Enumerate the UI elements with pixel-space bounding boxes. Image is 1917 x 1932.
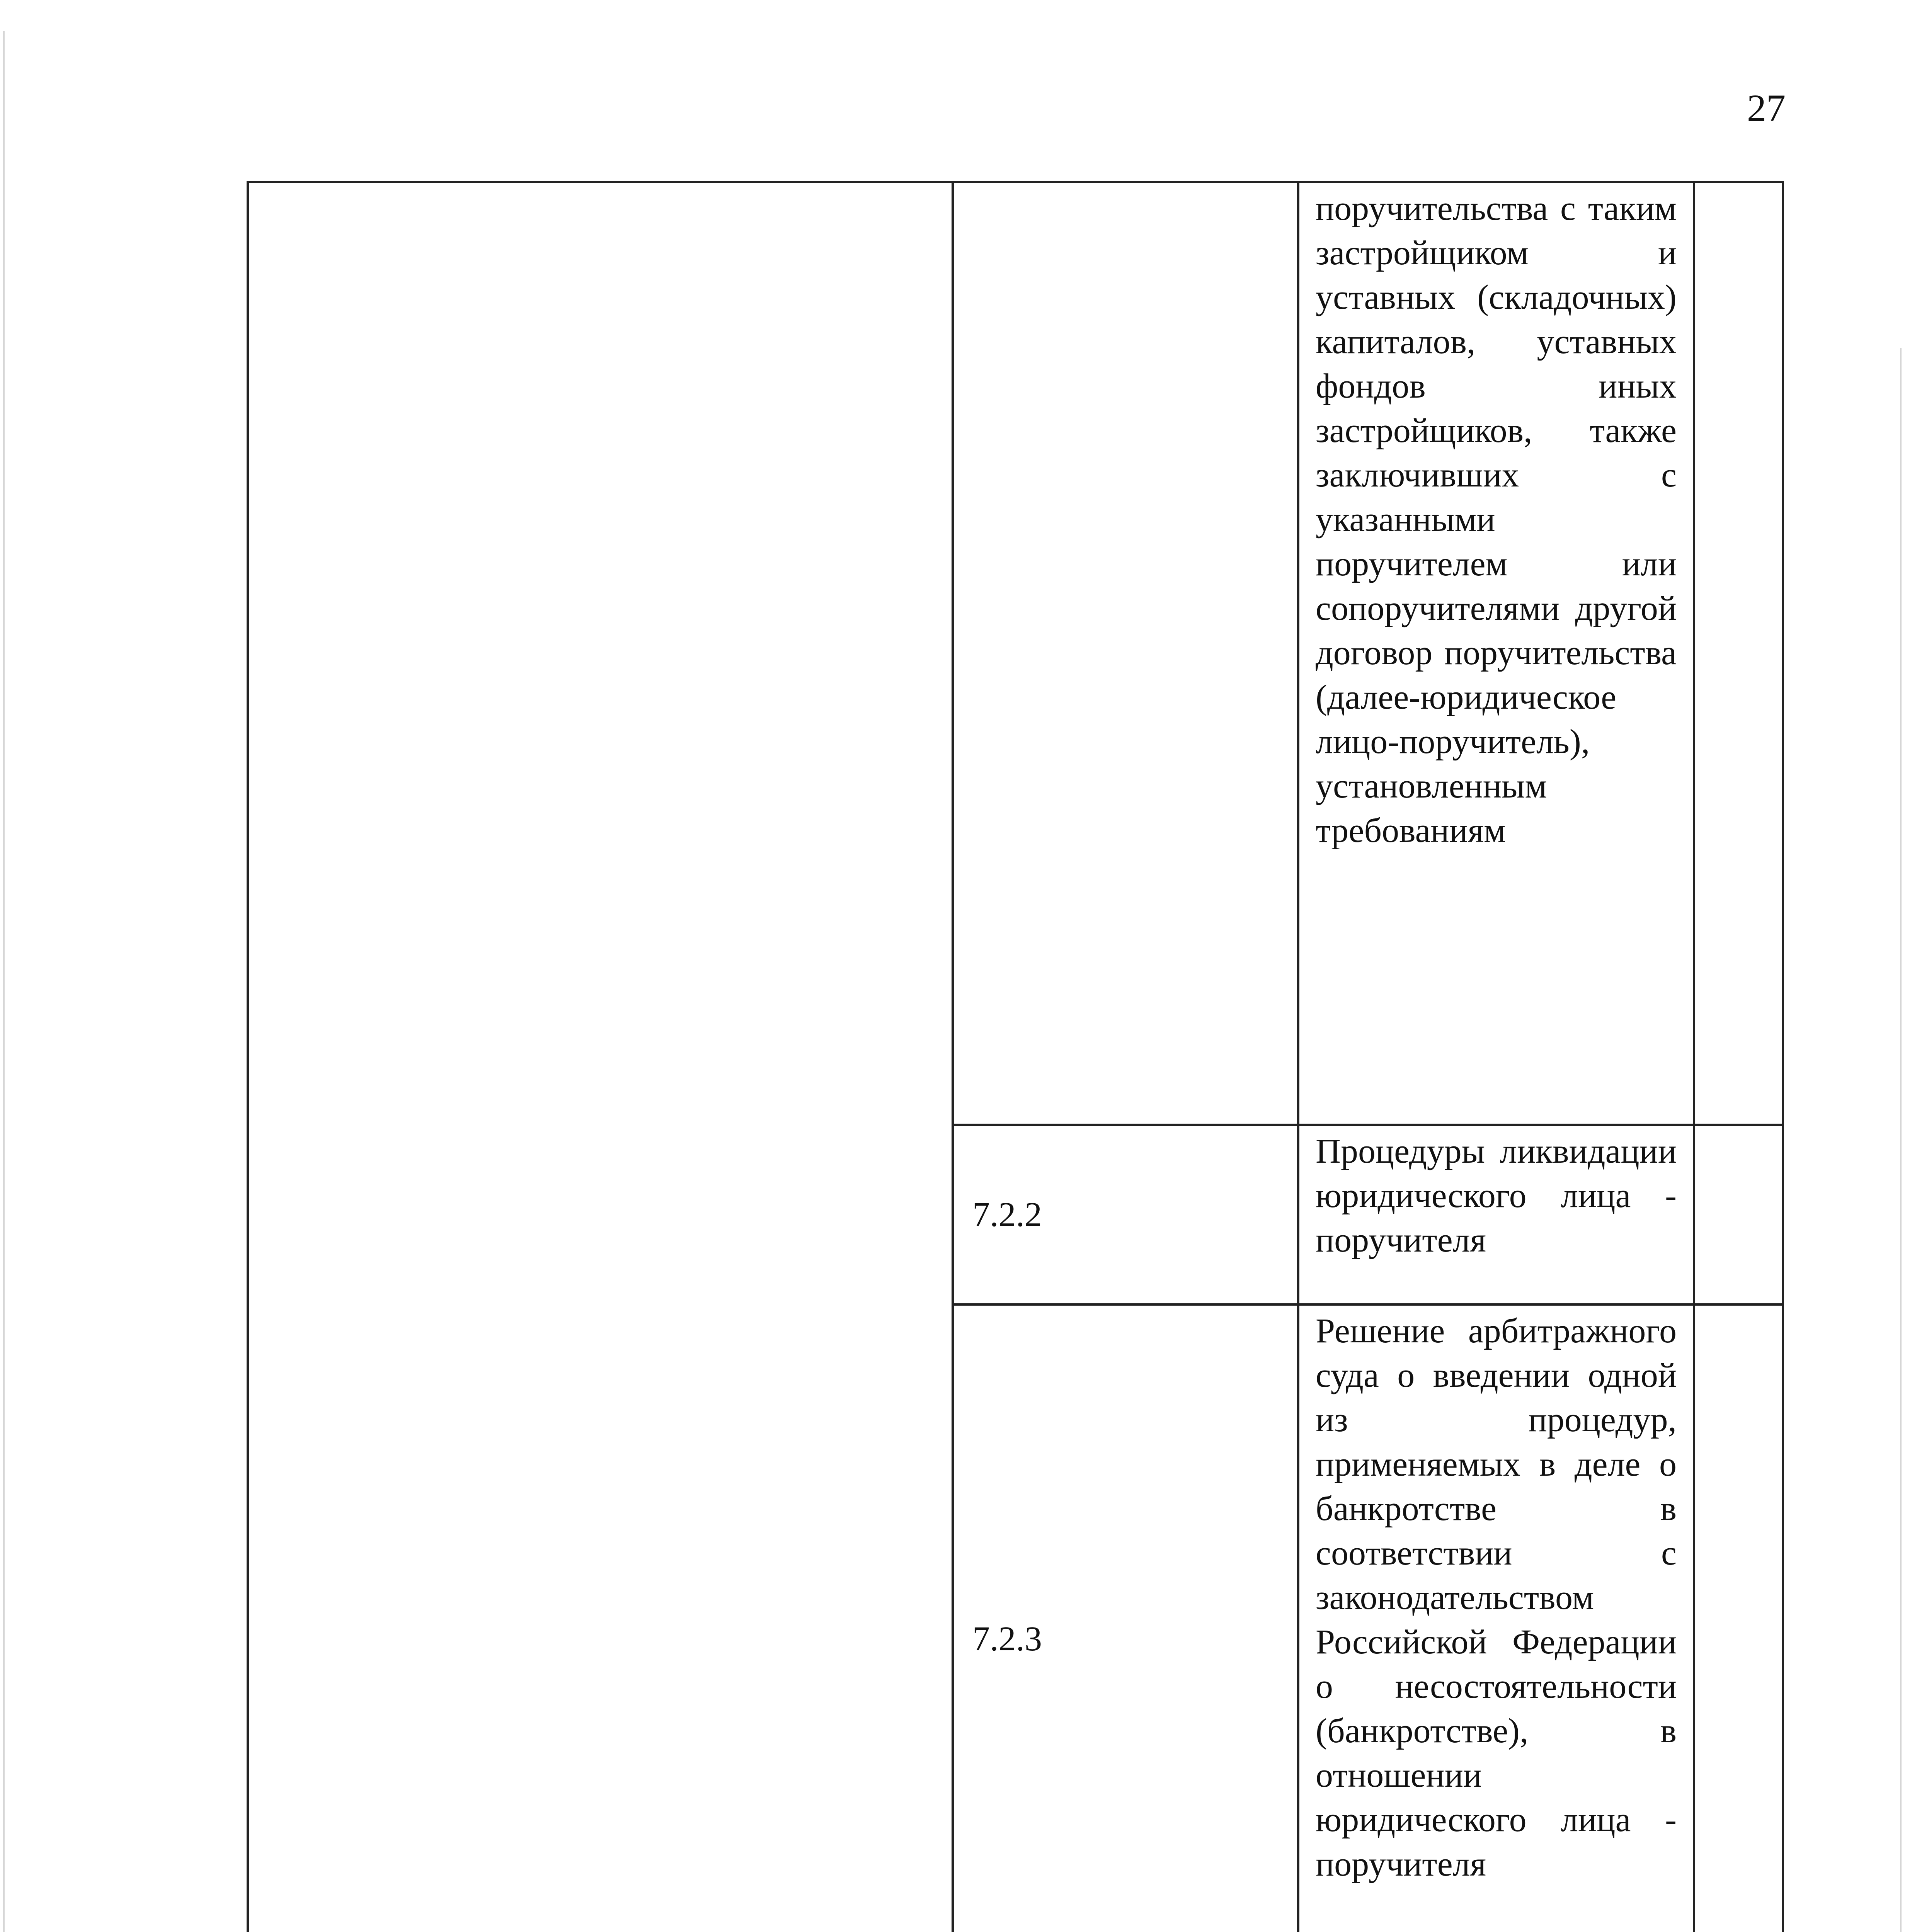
item-code-cell [953, 182, 1298, 1125]
mark-cell [1694, 1125, 1783, 1304]
requirements-table [247, 181, 1784, 1932]
item-code-cell: 7.2.2 [953, 1125, 1298, 1304]
item-text-cell: Решение арбитражного суда о введении одной из процедур, применяемых в деле о банкротстве в соответствии с законодательством Российской Федерации о несостоятельности (банкротстве), в отношении юридического лица - поручителя [1298, 1304, 1694, 1932]
table-row [248, 182, 1783, 1125]
item-code-cell: 7.2.3 [953, 1304, 1298, 1932]
scan-margin-left [3, 31, 5, 1932]
mark-cell [1694, 1304, 1783, 1932]
mark-cell [1694, 182, 1783, 1125]
group-cell [248, 182, 953, 1932]
page-number: 27 [1747, 87, 1786, 129]
item-text-cell: поручительства с таким застройщиком и уставных (складочных) капиталов, уставных фондов иных застройщиков, также заключивших с указанными поручителем или сопоручителями другой договор поручительства (далее-юридическое лицо-поручитель), установленным требованиям [1298, 182, 1694, 1125]
item-text-cell: Процедуры ликвидации юридического лица - поручителя [1298, 1125, 1694, 1304]
scan-margin-right [1900, 348, 1902, 1932]
